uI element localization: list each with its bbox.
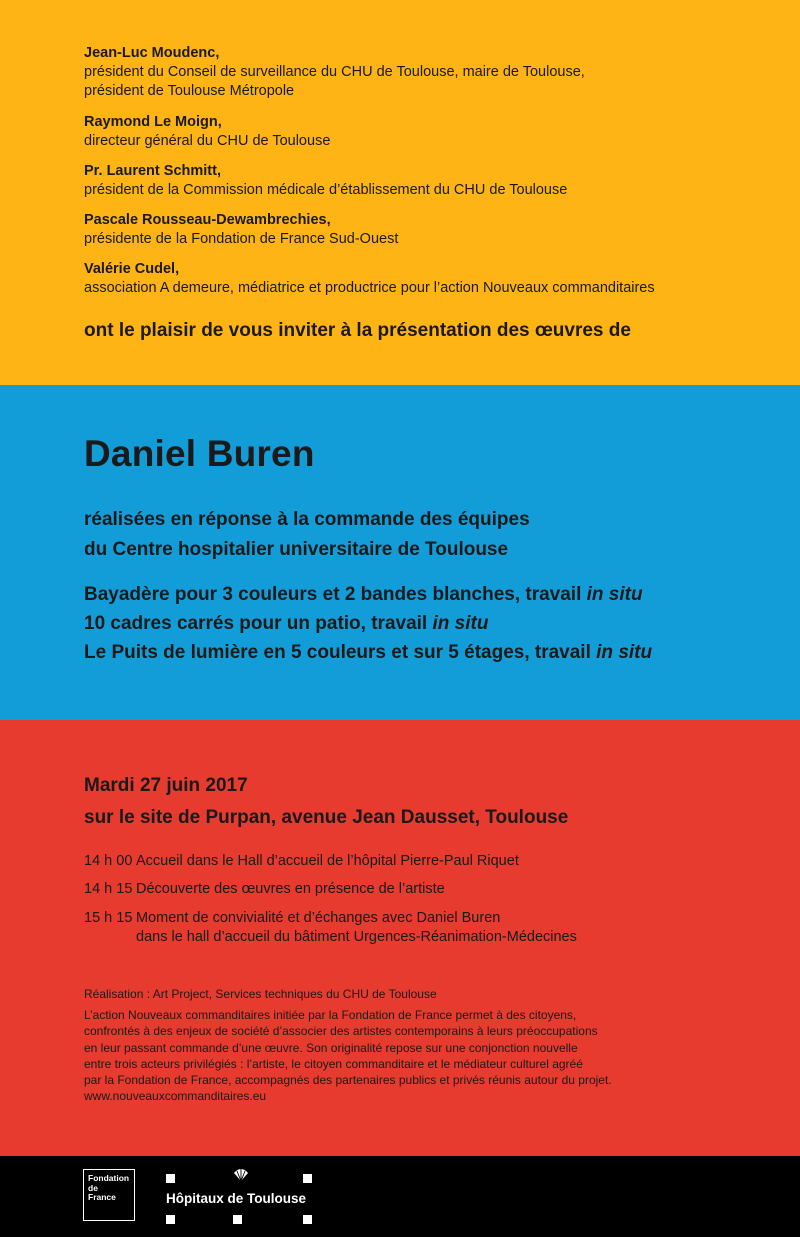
logo-text: Fondation — [88, 1173, 130, 1183]
website-link[interactable]: www.nouveauxcommanditaires.eu — [84, 1089, 267, 1104]
commission-line: réalisées en réponse à la commande des équipes — [84, 509, 530, 530]
host-block — [84, 162, 567, 200]
square-mark-icon — [303, 1215, 312, 1224]
host-block — [84, 211, 398, 249]
program-time: 14 h 15 — [84, 881, 133, 897]
program-desc: dans le hall d’accueil du bâtiment Urgences-Réanimation-Médecines — [136, 929, 577, 945]
commission-text — [84, 505, 530, 565]
about-line: entre trois acteurs privilégiés : l’artiste, le citoyen commanditaire et le médiateur culturel agréé — [84, 1056, 583, 1071]
square-mark-icon — [166, 1215, 175, 1224]
artist-name: Daniel Buren — [84, 433, 315, 474]
event-date: Mardi 27 juin 2017 — [84, 775, 248, 796]
work-title-italic: in situ — [596, 642, 653, 663]
host-name: Pr. Laurent Schmitt, — [84, 163, 221, 179]
event-place: sur le site de Purpan, avenue Jean Dausset, Toulouse — [84, 807, 569, 828]
invitation-line: ont le plaisir de vous inviter à la présentation des œuvres de — [84, 320, 631, 341]
about-line: en leur passant commande d’une œuvre. Son originalité repose sur une conjonction nouvelle — [84, 1040, 578, 1055]
host-block — [84, 113, 330, 151]
event-info — [84, 770, 568, 834]
hopitaux-title: Hôpitaux de Toulouse — [166, 1191, 307, 1206]
about-line: confrontés à des enjeux de société d’associer des artistes contemporains à leurs préoccupations — [84, 1024, 598, 1039]
fondation-de-france-logo — [83, 1169, 135, 1221]
hopitaux-de-toulouse-logo — [166, 1168, 314, 1224]
program-desc: Accueil dans le Hall d’accueil de l’hôpital Pierre-Paul Riquet — [136, 853, 519, 869]
logo-text: France — [88, 1192, 116, 1202]
host-name: Pascale Rousseau-Dewambrechies, — [84, 212, 331, 228]
program-item — [84, 909, 724, 947]
about-text — [84, 1007, 724, 1105]
square-mark-icon — [166, 1174, 175, 1183]
host-role: association A demeure, médiatrice et productrice pour l’action Nouveaux commanditaires — [84, 280, 655, 296]
shell-icon — [233, 1168, 249, 1182]
work-title-text: Bayadère pour 3 couleurs et 2 bandes blanches, travail — [84, 584, 587, 605]
work-title-italic: in situ — [586, 584, 643, 605]
program-desc: Moment de convivialité et d’échanges avec Daniel Buren — [136, 910, 501, 926]
work-title-italic: in situ — [432, 613, 489, 634]
square-mark-icon — [233, 1215, 242, 1224]
host-block — [84, 44, 585, 101]
host-name: Valérie Cudel, — [84, 261, 180, 277]
about-line: L’action Nouveaux commanditaires initiée par la Fondation de France permet à des citoyens, — [84, 1008, 577, 1022]
program-time: 14 h 00 — [84, 853, 133, 869]
logo-text: de — [88, 1182, 98, 1193]
host-role: présidente de la Fondation de France Sud-Ouest — [84, 231, 399, 247]
program-desc: Découverte des œuvres en présence de l’artiste — [136, 881, 445, 897]
program-time: 15 h 15 — [84, 910, 133, 926]
host-role: directeur général du CHU de Toulouse — [84, 133, 331, 149]
host-name: Raymond Le Moign, — [84, 114, 222, 130]
program-item — [84, 880, 724, 899]
hosts-section — [0, 0, 800, 385]
work-title-text: Le Puits de lumière en 5 couleurs et sur 5 étages, travail — [84, 642, 597, 663]
work-title — [84, 580, 652, 609]
work-title — [84, 609, 652, 638]
host-name: Jean-Luc Moudenc, — [84, 45, 220, 61]
square-mark-icon — [303, 1174, 312, 1183]
host-role: président de la Commission médicale d’établissement du CHU de Toulouse — [84, 182, 568, 198]
works-list — [84, 580, 652, 667]
work-title — [84, 638, 652, 667]
credits: Réalisation : Art Project, Services techniques du CHU de Toulouse — [84, 987, 437, 1001]
work-title-text: 10 cadres carrés pour un patio, travail — [84, 613, 433, 634]
host-role: président du Conseil de surveillance du CHU de Toulouse, maire de Toulouse, — [84, 64, 585, 80]
about-line: par la Fondation de France, accompagnés des partenaires publics et privés réunis autour du projet. — [84, 1073, 612, 1088]
commission-line: du Centre hospitalier universitaire de Toulouse — [84, 539, 509, 560]
host-role: président de Toulouse Métropole — [84, 83, 295, 99]
host-block — [84, 260, 655, 298]
program-item — [84, 852, 724, 871]
